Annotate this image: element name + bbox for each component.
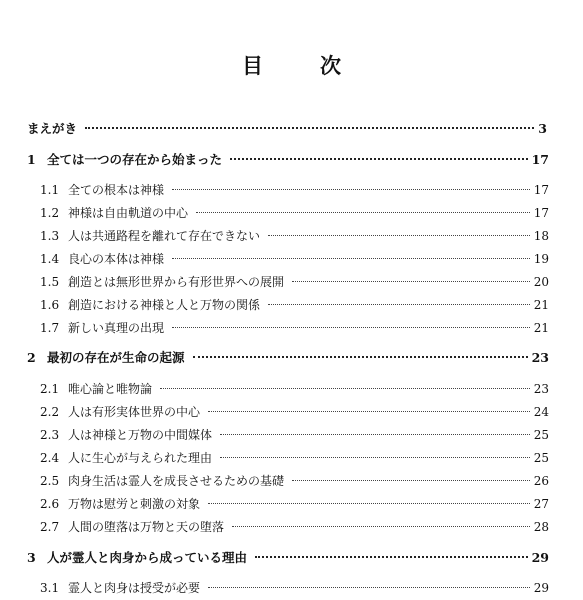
dot-leader <box>220 456 530 458</box>
toc-entry-title: 最初の存在が生命の起源 <box>47 350 185 365</box>
page-number: 23 <box>533 382 549 396</box>
toc-entry-chapter-2[interactable] <box>27 348 549 368</box>
toc-entry-title: 唯心論と唯物論 <box>68 382 153 396</box>
toc-entry-title: 人が霊人と肉身から成っている理由 <box>47 550 248 565</box>
dot-leader <box>208 502 530 504</box>
section-number: 1.5 <box>40 275 60 289</box>
toc-entry-chapter-1[interactable] <box>27 150 549 170</box>
page-number: 17 <box>533 206 549 220</box>
toc-entry-chapter-3[interactable] <box>27 548 549 568</box>
toc-entry-section-2-2[interactable] <box>40 402 549 422</box>
page-number: 28 <box>533 520 549 534</box>
page-number: 18 <box>533 229 549 243</box>
dot-leader <box>292 280 530 282</box>
toc-entry-section-1-5[interactable] <box>40 272 549 292</box>
toc-entry-title: 新しい真理の出現 <box>68 321 165 335</box>
dot-leader <box>160 387 530 389</box>
toc-entry-title: 人は神様と万物の中間媒体 <box>68 428 213 442</box>
toc-entry-section-1-1[interactable] <box>40 180 549 200</box>
section-number: 2.7 <box>40 520 60 534</box>
toc-entry-title: 肉身生活は霊人を成長させるための基礎 <box>68 474 285 488</box>
toc-entry-section-1-2[interactable] <box>40 203 549 223</box>
page-number: 24 <box>533 405 549 419</box>
toc-entry-title: 良心の本体は神様 <box>68 252 165 266</box>
toc-entry-title: 霊人と肉身は授受が必要 <box>68 581 201 595</box>
toc-entry-section-1-6[interactable] <box>40 295 549 315</box>
page-number: 25 <box>533 428 549 442</box>
dot-leader <box>172 188 530 190</box>
page-number: 21 <box>533 298 549 312</box>
toc-entry-title: 人に生心が与えられた理由 <box>68 451 213 465</box>
toc-entry-title: 全ては一つの存在から始まった <box>47 152 223 167</box>
page-number: 23 <box>531 350 549 365</box>
section-number: 1.1 <box>40 183 60 197</box>
toc-entry-section-1-4[interactable] <box>40 249 549 269</box>
toc-entry-title: 人は有形実体世界の中心 <box>68 405 201 419</box>
toc-entry-section-1-3[interactable] <box>40 226 549 246</box>
toc-entry-section-2-5[interactable] <box>40 471 549 491</box>
dot-leader <box>220 433 530 435</box>
dot-leader <box>196 211 530 213</box>
section-number: 3.1 <box>40 581 60 595</box>
toc-entry-section-2-1[interactable] <box>40 379 549 399</box>
dot-leader <box>85 126 534 129</box>
section-number: 2.5 <box>40 474 60 488</box>
chapter-number: 2 <box>27 350 36 365</box>
section-number: 2.3 <box>40 428 60 442</box>
dot-leader <box>232 525 530 527</box>
dot-leader <box>255 555 528 558</box>
section-number: 1.2 <box>40 206 60 220</box>
toc-entry-title: 全ての根本は神様 <box>68 183 165 197</box>
page-number: 27 <box>533 497 549 511</box>
toc-entry-section-3-1[interactable] <box>40 578 549 598</box>
toc-entry-section-2-4[interactable] <box>40 448 549 468</box>
toc-entry-preface[interactable] <box>27 119 547 139</box>
dot-leader <box>268 234 530 236</box>
section-number: 1.6 <box>40 298 60 312</box>
page-number: 26 <box>533 474 549 488</box>
chapter-number: 1 <box>27 152 36 167</box>
dot-leader <box>292 479 530 481</box>
section-number: 1.3 <box>40 229 60 243</box>
section-number: 1.4 <box>40 252 60 266</box>
page-number: 19 <box>533 252 549 266</box>
page-number: 25 <box>533 451 549 465</box>
page-number: 29 <box>533 581 549 595</box>
toc-entry-title: 創造とは無形世界から有形世界への展開 <box>68 275 285 289</box>
dot-leader <box>268 303 530 305</box>
section-number: 2.4 <box>40 451 60 465</box>
toc-entry-title: 人は共通路程を離れて存在できない <box>68 229 261 243</box>
toc-entry-title: 万物は慰労と刺激の対象 <box>68 497 201 511</box>
page-number: 17 <box>531 152 549 167</box>
dot-leader <box>208 410 530 412</box>
page-number: 20 <box>533 275 549 289</box>
toc-entry-title: まえがき <box>27 121 78 136</box>
page-title: 目 次 <box>242 53 359 78</box>
toc-entry-section-2-7[interactable] <box>40 517 549 537</box>
section-number: 2.1 <box>40 382 60 396</box>
toc-entry-section-2-3[interactable] <box>40 425 549 445</box>
page-number: 21 <box>533 321 549 335</box>
toc-entry-title: 創造における神様と人と万物の関係 <box>68 298 261 312</box>
section-number: 2.6 <box>40 497 60 511</box>
page-number: 3 <box>538 121 547 136</box>
page-number: 17 <box>533 183 549 197</box>
toc-entry-title: 人間の堕落は万物と天の堕落 <box>68 520 225 534</box>
dot-leader <box>172 326 530 328</box>
dot-leader <box>230 157 528 160</box>
dot-leader <box>193 355 528 358</box>
section-number: 1.7 <box>40 321 60 335</box>
dot-leader <box>208 586 530 588</box>
page-number: 29 <box>531 550 549 565</box>
toc-entry-title: 神様は自由軌道の中心 <box>68 206 189 220</box>
dot-leader <box>172 257 530 259</box>
section-number: 2.2 <box>40 405 60 419</box>
toc-entry-section-1-7[interactable] <box>40 318 549 338</box>
chapter-number: 3 <box>27 550 36 565</box>
toc-entry-section-2-6[interactable] <box>40 494 549 514</box>
